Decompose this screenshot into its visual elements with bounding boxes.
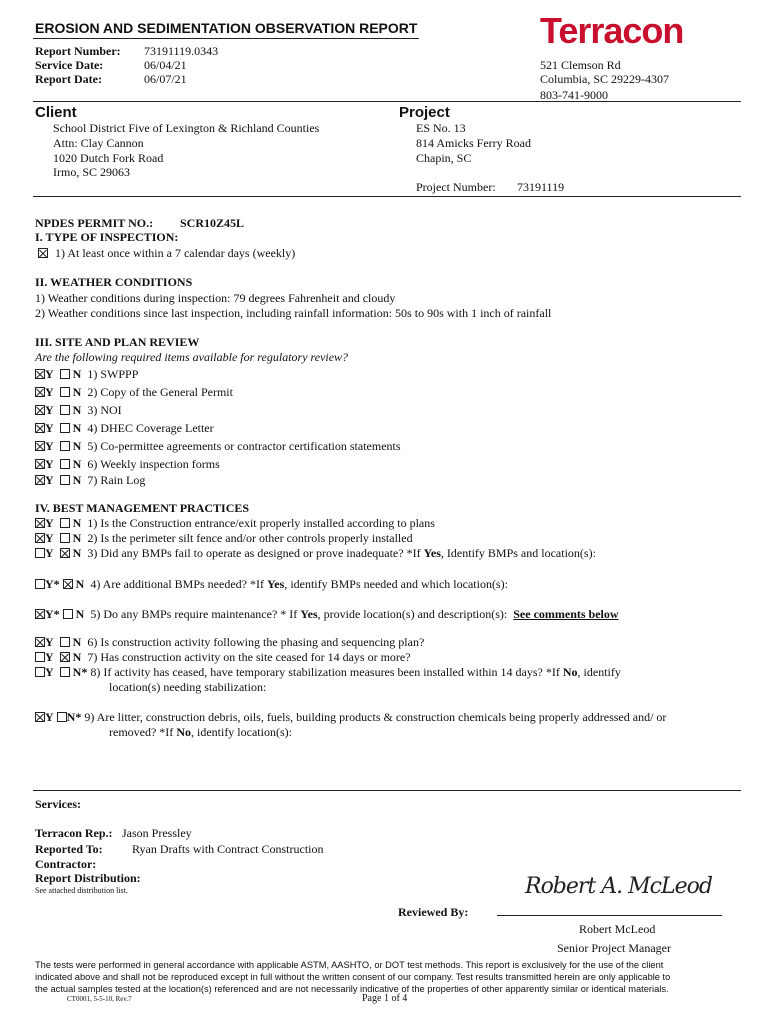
item-text: 6) Is construction activity following the phasing and sequencing plan? — [87, 635, 425, 649]
bmp-item — [35, 531, 413, 546]
site-review-item — [35, 439, 401, 454]
yes-checkbox[interactable] — [35, 423, 45, 433]
yes-checkbox[interactable] — [35, 637, 45, 647]
item-text: 2) Copy of the General Permit — [87, 385, 233, 399]
inspection-heading: I. TYPE OF INSPECTION: — [35, 230, 179, 244]
no-checkbox[interactable] — [60, 441, 70, 451]
client-heading: Client — [35, 104, 77, 121]
no-label: N — [72, 403, 82, 417]
site-review-item — [35, 367, 138, 382]
yes-checkbox[interactable] — [35, 609, 45, 619]
reported-to: Ryan Drafts with Contract Construction — [132, 842, 324, 856]
yes-checkbox[interactable] — [35, 533, 45, 543]
yes-checkbox[interactable] — [35, 548, 45, 558]
bmp-item — [35, 546, 596, 561]
report-date: 06/07/21 — [144, 72, 187, 86]
yes-label: Y — [45, 650, 54, 664]
site-review-item — [35, 403, 122, 418]
site-review-item — [35, 457, 220, 472]
no-label: N* — [72, 665, 88, 679]
no-checkbox[interactable] — [60, 548, 70, 558]
client-line4: Irmo, SC 29063 — [53, 165, 131, 179]
yes-label: Y* — [45, 607, 60, 621]
no-checkbox[interactable] — [60, 369, 70, 379]
yes-label: Y — [45, 546, 54, 560]
permit-label: NPDES PERMIT NO.: — [35, 216, 154, 230]
yes-checkbox[interactable] — [35, 579, 45, 589]
client-line2: Attn: Clay Cannon — [53, 136, 144, 150]
item-text: 3) Did any BMPs fail to operate as designed or prove inadequate? *If — [87, 546, 424, 560]
yes-label: Y — [45, 531, 54, 545]
rep-name: Jason Pressley — [122, 826, 192, 840]
item-text: 9) Are litter, construction debris, oils, fuels, building products & construction chemicals being properly addressed and/ or — [84, 710, 667, 724]
no-checkbox[interactable] — [63, 609, 73, 619]
yes-label: Y — [45, 710, 54, 724]
page-number: Page 1 of 4 — [362, 993, 408, 1004]
no-checkbox[interactable] — [60, 652, 70, 662]
service-date-label: Service Date: — [35, 58, 104, 72]
reported-to-label: Reported To: — [35, 842, 103, 856]
report-number-label: Report Number: — [35, 44, 121, 58]
header-rule — [33, 101, 741, 102]
inspection-weekly-label: 1) At least once within a 7 calendar days (weekly) — [55, 246, 296, 260]
item-emphasis: Yes — [300, 607, 318, 621]
bmp-item — [35, 577, 508, 592]
yes-label: Y — [45, 421, 54, 435]
no-checkbox[interactable] — [60, 667, 70, 677]
site-review-item — [35, 385, 233, 400]
project-rule — [33, 196, 741, 197]
item-emphasis: No — [176, 725, 191, 739]
no-checkbox[interactable] — [63, 579, 73, 589]
no-label: N — [72, 473, 82, 487]
item-text: 4) Are additional BMPs needed? *If — [90, 577, 267, 591]
services-rule — [33, 790, 741, 791]
project-number: 73191119 — [517, 180, 565, 194]
bmp-item9-continued — [109, 725, 292, 740]
yes-label: Y — [45, 439, 54, 453]
item-text: 2) Is the perimeter silt fence and/or other controls properly installed — [87, 531, 413, 545]
weather-line2: 2) Weather conditions since last inspection, including rainfall information: 50s to 90s with 1 inch of rainfall — [35, 306, 552, 320]
report-title: EROSION AND SEDIMENTATION OBSERVATION REPORT — [35, 20, 418, 36]
no-label: N — [72, 650, 82, 664]
yes-checkbox[interactable] — [35, 667, 45, 677]
item-text-cont: , identify — [577, 665, 621, 679]
item-text: 7) Rain Log — [87, 473, 146, 487]
no-label: N — [72, 421, 82, 435]
no-label: N — [72, 635, 82, 649]
yes-label: Y — [45, 635, 54, 649]
bmp-item — [35, 665, 621, 680]
yes-checkbox[interactable] — [35, 652, 45, 662]
bmp-item — [35, 607, 619, 622]
no-label: N — [72, 457, 82, 471]
no-checkbox[interactable] — [60, 423, 70, 433]
no-checkbox[interactable] — [60, 533, 70, 543]
bmp-item — [35, 710, 666, 725]
permit-number: SCR10Z45L — [180, 216, 245, 230]
item-emphasis: Yes — [266, 577, 285, 591]
rep-label: Terracon Rep.: — [35, 826, 113, 840]
title-rule — [33, 38, 419, 39]
yes-label: Y — [45, 403, 54, 417]
no-checkbox[interactable] — [60, 405, 70, 415]
yes-checkbox[interactable] — [35, 387, 45, 397]
distribution-label: Report Distribution: — [35, 871, 141, 885]
item-text: removed? *If — [109, 725, 177, 739]
see-comments-link[interactable]: See comments below — [513, 607, 619, 621]
service-date: 06/04/21 — [144, 58, 187, 72]
no-label: N — [72, 439, 82, 453]
reviewed-by-label: Reviewed By: — [398, 905, 469, 919]
disclaimer-line2: indicated above and shall not be reproduced except in full without the written consent of our company. Test results transmitted herein are only applicable to — [35, 972, 671, 982]
company-address2: Columbia, SC 29229-4307 — [540, 72, 670, 86]
no-checkbox[interactable] — [57, 712, 67, 722]
weather-heading: II. WEATHER CONDITIONS — [35, 275, 193, 289]
yes-label: Y* — [45, 577, 60, 591]
yes-checkbox[interactable] — [35, 369, 45, 379]
no-label: N — [72, 546, 82, 560]
yes-checkbox[interactable] — [35, 712, 45, 722]
item-text: 1) Is the Construction entrance/exit properly installed according to plans — [87, 516, 435, 530]
signature-line — [497, 915, 722, 916]
yes-checkbox[interactable] — [35, 405, 45, 415]
no-checkbox[interactable] — [60, 637, 70, 647]
reviewer-title: Senior Project Manager — [557, 941, 671, 955]
yes-label: Y — [45, 665, 54, 679]
site-review-heading: III. SITE AND PLAN REVIEW — [35, 335, 200, 349]
bmp-item8-continued: location(s) needing stabilization: — [109, 680, 267, 694]
no-label: N — [72, 385, 82, 399]
item-text: 6) Weekly inspection forms — [87, 457, 220, 471]
yes-checkbox[interactable] — [35, 459, 45, 469]
project-line2: 814 Amicks Ferry Road — [416, 136, 531, 150]
client-line1: School District Five of Lexington & Richland Counties — [53, 121, 320, 135]
item-text: 4) DHEC Coverage Letter — [87, 421, 214, 435]
item-text: 8) If activity has ceased, have temporary stabilization measures been installed within 14 days? *If — [90, 665, 563, 679]
project-number-label: Project Number: — [416, 180, 496, 194]
item-emphasis: Yes — [423, 546, 441, 560]
company-address1: 521 Clemson Rd — [540, 58, 621, 72]
distribution-note: See attached distribution list. — [35, 886, 128, 895]
no-label: N* — [66, 710, 82, 724]
no-label: N — [72, 516, 82, 530]
item-text: 7) Has construction activity on the site ceased for 14 days or more? — [87, 650, 411, 664]
signature: Robert A. McLeod — [525, 874, 712, 899]
bmp-heading: IV. BEST MANAGEMENT PRACTICES — [35, 501, 250, 515]
disclaimer-line1: The tests were performed in general accordance with applicable ASTM, AASHTO, or DOT test methods. This report is exclusively for the use of the client — [35, 960, 664, 970]
bmp-item — [35, 635, 424, 650]
client-line3: 1020 Dutch Fork Road — [53, 151, 164, 165]
inspection-weekly-checkbox[interactable] — [38, 248, 48, 258]
site-review-item — [35, 421, 214, 436]
reviewer-name: Robert McLeod — [579, 922, 656, 936]
project-line1: ES No. 13 — [416, 121, 466, 135]
item-emphasis: No — [562, 665, 578, 679]
no-checkbox[interactable] — [60, 387, 70, 397]
item-text-cont: , identify location(s): — [190, 725, 292, 739]
no-label: N — [72, 531, 82, 545]
item-text-cont: , provide location(s) and description(s): — [317, 607, 508, 621]
project-line3: Chapin, SC — [416, 151, 472, 165]
report-number: 73191119.0343 — [144, 44, 219, 58]
bmp-item — [35, 516, 435, 531]
no-checkbox[interactable] — [60, 475, 70, 485]
yes-checkbox[interactable] — [35, 475, 45, 485]
site-review-item — [35, 473, 145, 488]
yes-label: Y — [45, 473, 54, 487]
disclaimer-line3: the actual samples tested at the location(s) referenced and are not necessarily indicative of the properties of other apparently similar or identical materials. — [35, 984, 669, 994]
bmp-item — [35, 650, 411, 665]
yes-checkbox[interactable] — [35, 518, 45, 528]
item-text: 5) Do any BMPs require maintenance? * If — [90, 607, 301, 621]
no-checkbox[interactable] — [60, 518, 70, 528]
yes-label: Y — [45, 457, 54, 471]
report-date-label: Report Date: — [35, 72, 102, 86]
weather-line1: 1) Weather conditions during inspection: 79 degrees Fahrenheit and cloudy — [35, 291, 396, 305]
company-phone: 803-741-9000 — [540, 88, 608, 102]
yes-label: Y — [45, 516, 54, 530]
item-text: 5) Co-permittee agreements or contractor certification statements — [87, 439, 401, 453]
no-label: N — [72, 367, 82, 381]
no-label: N — [75, 577, 85, 591]
yes-checkbox[interactable] — [35, 441, 45, 451]
yes-label: Y — [45, 367, 54, 381]
item-text-cont: , identify BMPs needed and which location(s): — [284, 577, 508, 591]
item-text: 1) SWPPP — [87, 367, 139, 381]
site-review-subheading: Are the following required items available for regulatory review? — [35, 350, 349, 364]
form-id: CT0001, 5-5-10, Rev.7 — [67, 995, 132, 1003]
services-heading: Services: — [35, 797, 81, 811]
no-label: N — [75, 607, 85, 621]
project-heading: Project — [399, 104, 450, 121]
terracon-logo: Terracon — [540, 10, 684, 51]
contractor-label: Contractor: — [35, 857, 97, 871]
yes-label: Y — [45, 385, 54, 399]
inspection-weekly-row — [38, 246, 295, 261]
no-checkbox[interactable] — [60, 459, 70, 469]
item-text: 3) NOI — [87, 403, 122, 417]
item-text-cont: , Identify BMPs and location(s): — [440, 546, 596, 560]
